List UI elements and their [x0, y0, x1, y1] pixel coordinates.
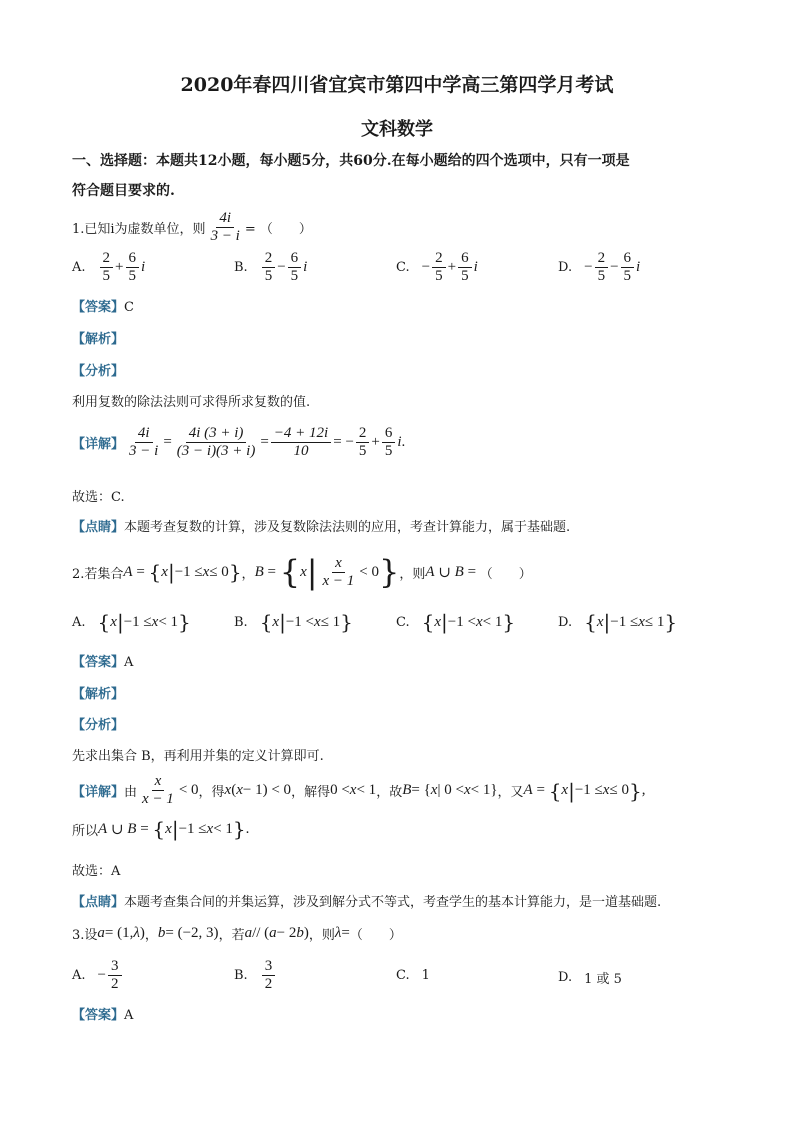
q1-solution-tag: 【解析】 [72, 332, 125, 347]
q3-option-c: C. 1 [396, 968, 430, 983]
page-title: 2020年春四川省宜宾市第四中学高三第四学月考试 [180, 74, 614, 96]
q2-answer: 【答案】A [72, 655, 134, 670]
q1-detail: 【详解】 $\frac{4i}{3 - i}$ = $\frac{4i (3 + i)}{(3 - i)(3 + i)}$ = $\frac{-4 + 12i}{10}$ = − $\frac{2}{5}$ + $\frac{6}{5}$ i . [72, 425, 406, 459]
q2-detail: 【详解】 由 $\frac{x}{x - 1}$ < 0 ，得 x ( x − 1) < 0 ，解得 0 < x < 1 ，故 B = { x | 0 < x < 1} ，又 A = { x | −1 ≤ x ≤ 0 } , [72, 773, 646, 807]
q2-comment: 【点睛】本题考查集合间的并集运算，涉及到解分式不等式，考查学生的基本计算能力，是一道基础题. [72, 895, 662, 910]
q2-option-b: B. { x | −1 < x ≤ 1 } [234, 610, 353, 634]
q2-solution-tag: 【解析】 [72, 687, 125, 702]
q1-answer: 【答案】C [72, 300, 134, 315]
q2-analysis-text: 先求出集合 B，再利用并集的定义计算即可. [72, 749, 324, 764]
q3-option-a: A. − $\frac{3}{2}$ [72, 958, 124, 993]
q2-option-d: D. { x | −1 ≤ x ≤ 1 } [558, 610, 678, 634]
page-subtitle: 文科数学 [361, 119, 433, 140]
q1-option-a: A. $\frac{2}{5}$ + $\frac{6}{5}$ i [72, 250, 146, 284]
section-heading-line1: 一、选择题：本题共12小题，每小题5分，共60分.在每小题给的四个选项中，只有一项是 [72, 153, 630, 169]
q1-option-b: B. $\frac{2}{5}$ − $\frac{6}{5}$ i [234, 250, 308, 284]
question-3-stem: 3.设 a = (1, λ ) ， b = (−2, 3) ，若 a // ( a − 2 b ) ，则 λ = （ ） [72, 925, 402, 943]
q1-analysis-text: 利用复数的除法法则可求得所求复数的值. [72, 395, 311, 410]
q1-stem-tail: = （ ） [244, 222, 312, 237]
q2-conclusion: 故选：A [72, 864, 121, 879]
q1-fraction: $\frac{4i}{3 - i}$ [210, 210, 240, 244]
q1-conclusion: 故选：C. [72, 490, 125, 505]
q1-comment: 【点睛】本题考查复数的计算，涉及复数除法法则的应用，考查计算能力，属于基础题. [72, 520, 571, 535]
q1-option-c: C. − $\frac{2}{5}$ + $\frac{6}{5}$ i [396, 250, 478, 284]
q1-stem-text: 1.已知i为虚数单位，则 [72, 222, 206, 237]
q3-answer: 【答案】A [72, 1008, 134, 1023]
q2-option-a: A. { x | −1 ≤ x < 1 } [72, 610, 191, 634]
q2-union-result: 所以 A ∪ B = { x | −1 ≤ x < 1 } . [72, 817, 250, 841]
question-2-stem: 2.若集合 A = { x | −1 ≤ x ≤ 0 } ， B = { x | $\frac{x}{x - 1}$ < 0 } ，则 A ∪ B = （ ） [72, 553, 532, 591]
question-1-stem [72, 210, 312, 245]
q1-option-d: D. − $\frac{2}{5}$ − $\frac{6}{5}$ i [558, 250, 641, 284]
q1-analysis-tag: 【分析】 [72, 364, 125, 379]
q3-option-d: D. 1 或 5 [558, 970, 622, 987]
section-heading-line2: 符合题目要求的. [72, 183, 175, 199]
q3-option-b: B. $\frac{3}{2}$ [234, 958, 277, 993]
q2-analysis-tag: 【分析】 [72, 718, 125, 733]
q2-option-c: C. { x | −1 < x < 1 } [396, 610, 516, 634]
